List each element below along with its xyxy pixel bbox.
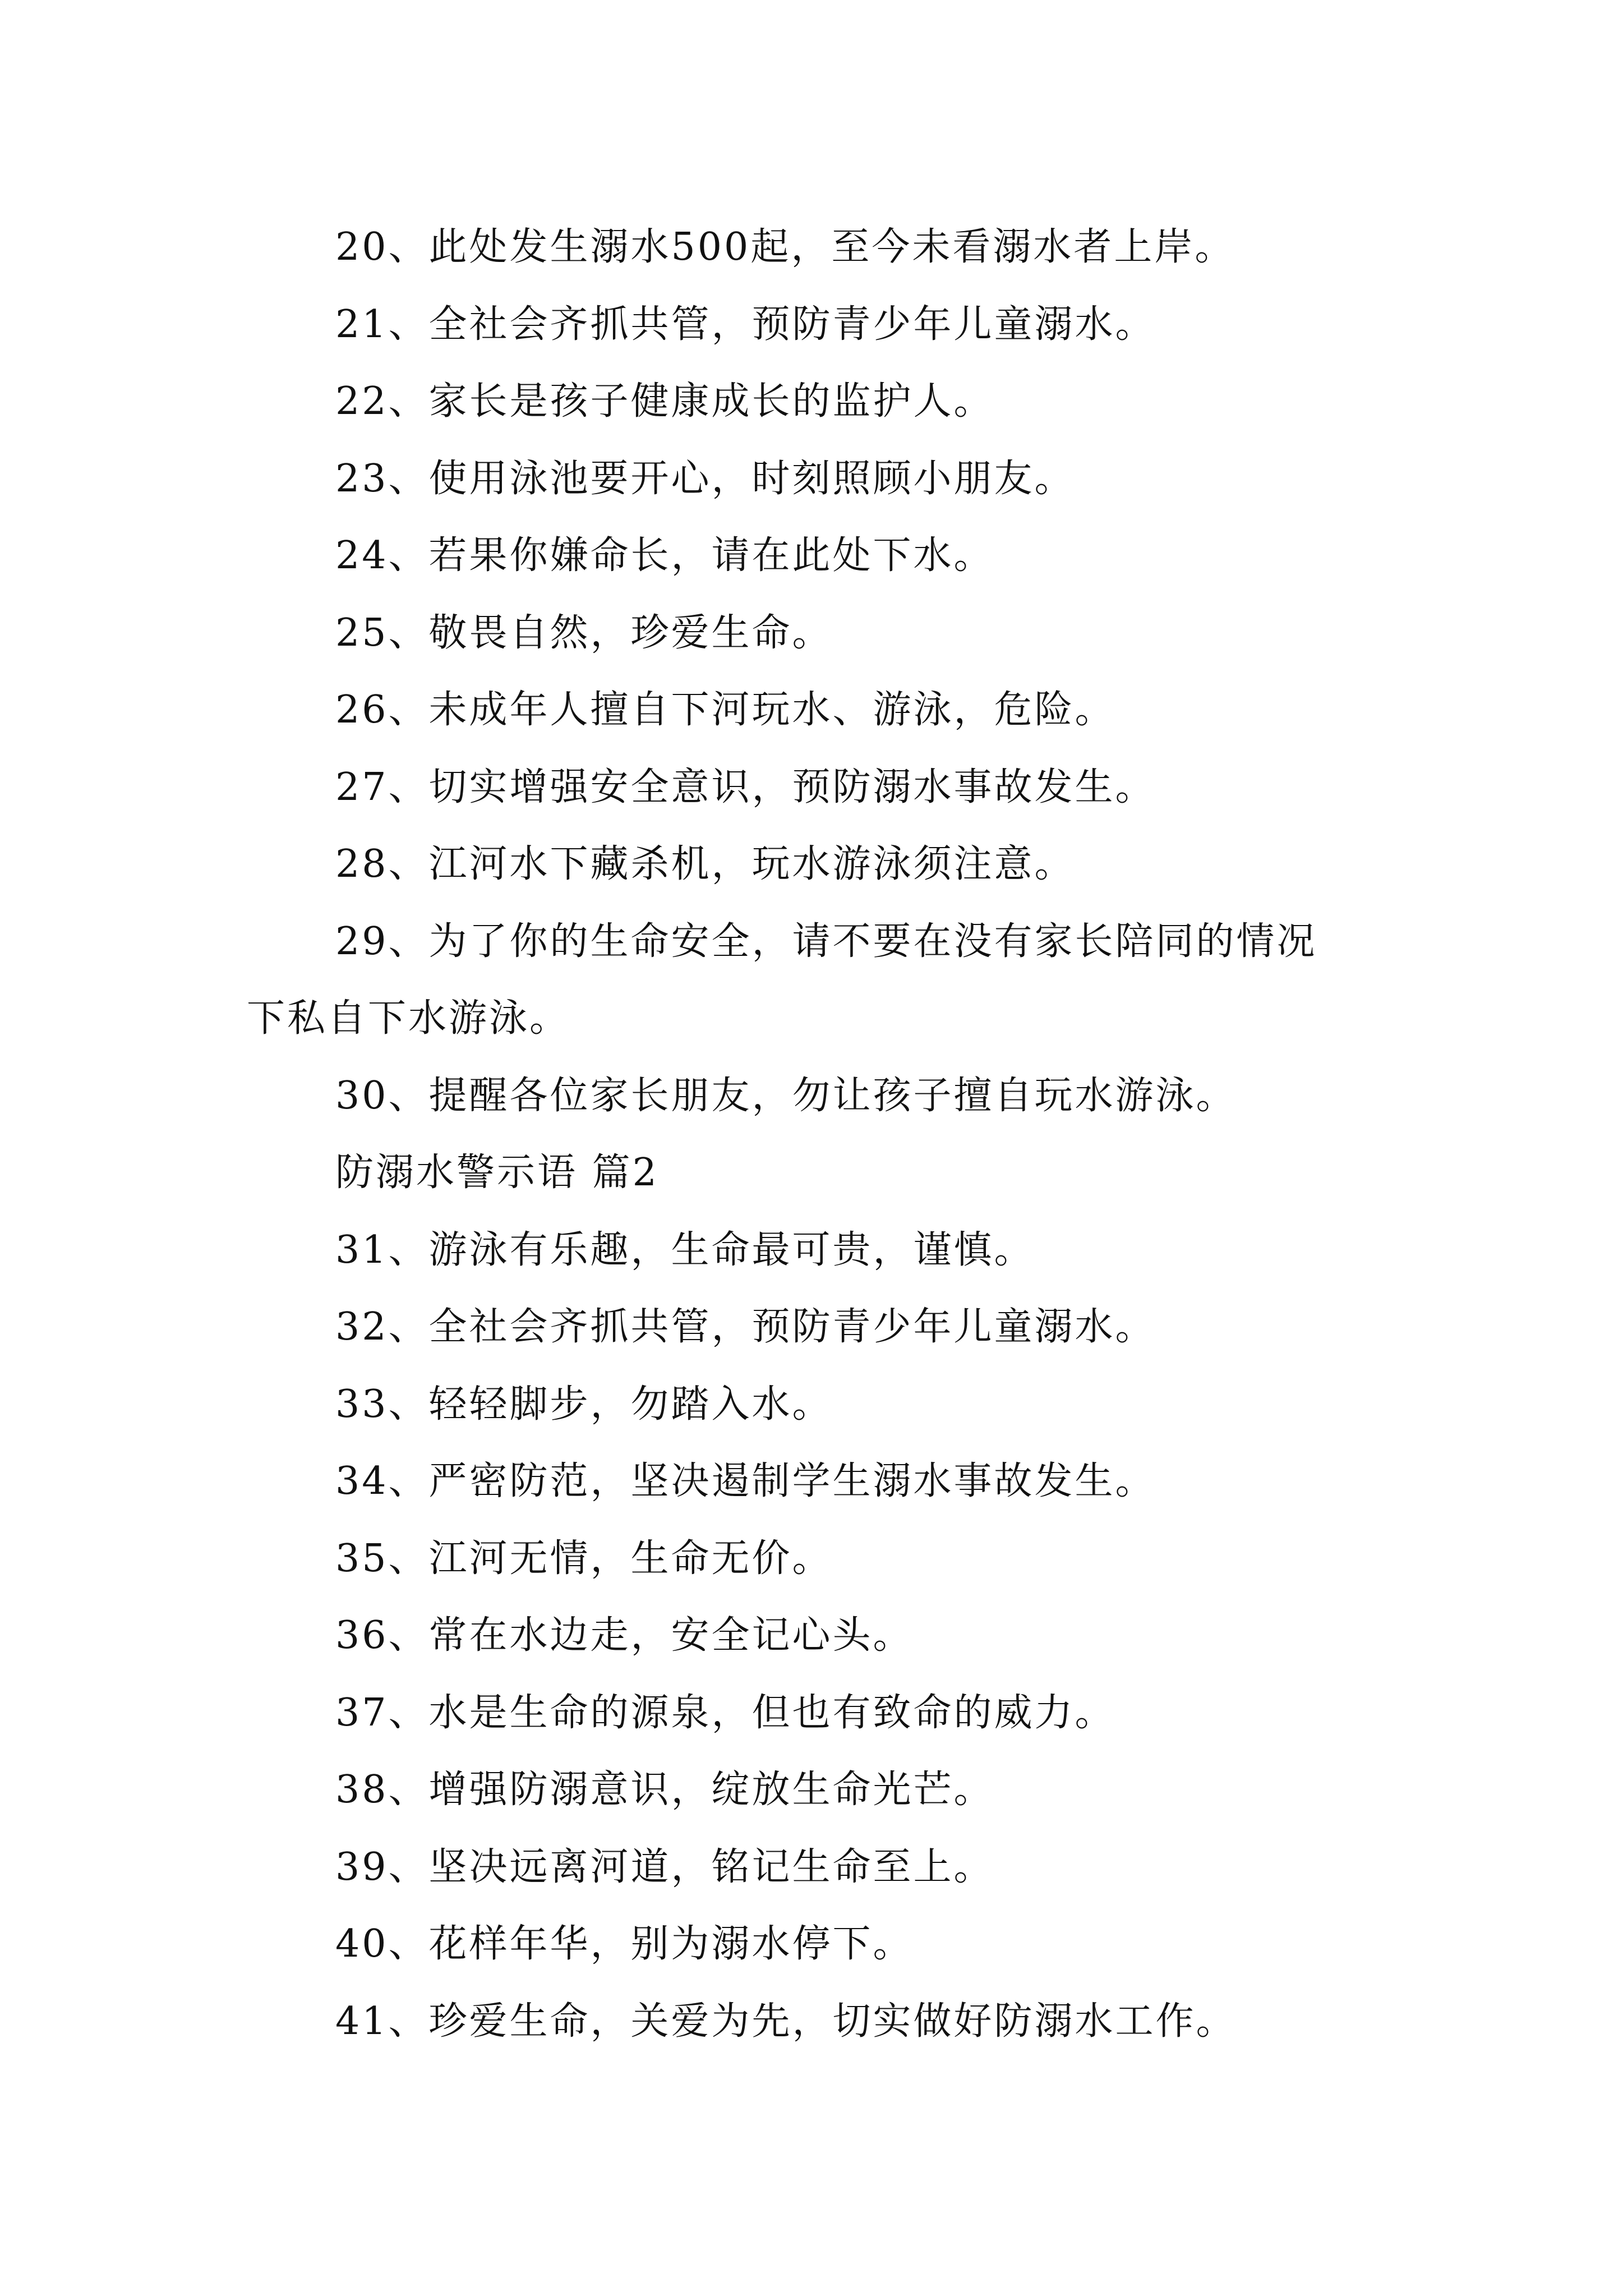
paragraph-line: 25、敬畏自然，珍爱生命。 xyxy=(335,610,833,655)
paragraph-line: 24、若果你嫌命长，请在此处下水。 xyxy=(335,533,994,578)
paragraph-line: 36、常在水边走，安全记心头。 xyxy=(335,1613,914,1658)
paragraph-line: 27、切实增强安全意识，预防溺水事故发生。 xyxy=(335,765,1156,809)
paragraph-line: 28、江河水下藏杀机，玩水游泳须注意。 xyxy=(335,842,1075,886)
paragraph-continuation-line: 下私自下水游泳。 xyxy=(247,996,570,1041)
paragraph-line: 38、增强防溺意识，绽放生命光芒。 xyxy=(335,1768,994,1812)
paragraph-line: 34、严密防范，坚决遏制学生溺水事故发生。 xyxy=(335,1459,1156,1503)
paragraph-line: 22、家长是孩子健康成长的监护人。 xyxy=(335,379,994,424)
paragraph-line: 30、提醒各位家长朋友，勿让孩子擅自玩水游泳。 xyxy=(335,1073,1237,1118)
paragraph-line: 37、水是生命的源泉，但也有致命的威力。 xyxy=(335,1690,1115,1735)
paragraph-line: 31、游泳有乐趣，生命最可贵，谨慎。 xyxy=(335,1227,1035,1272)
paragraph-line: 33、轻轻脚步，勿踏入水。 xyxy=(335,1382,833,1427)
paragraph-line: 40、花样年华，别为溺水停下。 xyxy=(335,1922,914,1966)
paragraph-line: 35、江河无情，生命无价。 xyxy=(335,1536,833,1581)
paragraph-line: 29、为了你的生命安全，请不要在没有家长陪同的情况 xyxy=(335,919,1317,964)
paragraph-line: 防溺水警示语 篇2 xyxy=(335,1151,659,1195)
paragraph-line: 39、坚决远离河道，铭记生命至上。 xyxy=(335,1844,994,1889)
document-body xyxy=(247,209,1385,2060)
paragraph-line: 41、珍爱生命，关爱为先，切实做好防溺水工作。 xyxy=(335,1999,1237,2044)
paragraph-line: 32、全社会齐抓共管，预防青少年儿童溺水。 xyxy=(335,1305,1156,1349)
paragraph-line: 20、此处发生溺水500起，至今未看溺水者上岸。 xyxy=(335,225,1235,269)
paragraph-line: 26、未成年人擅自下河玩水、游泳，危险。 xyxy=(335,688,1115,732)
paragraph-line: 23、使用泳池要开心，时刻照顾小朋友。 xyxy=(335,456,1075,501)
paragraph-line: 21、全社会齐抓共管，预防青少年儿童溺水。 xyxy=(335,302,1156,347)
